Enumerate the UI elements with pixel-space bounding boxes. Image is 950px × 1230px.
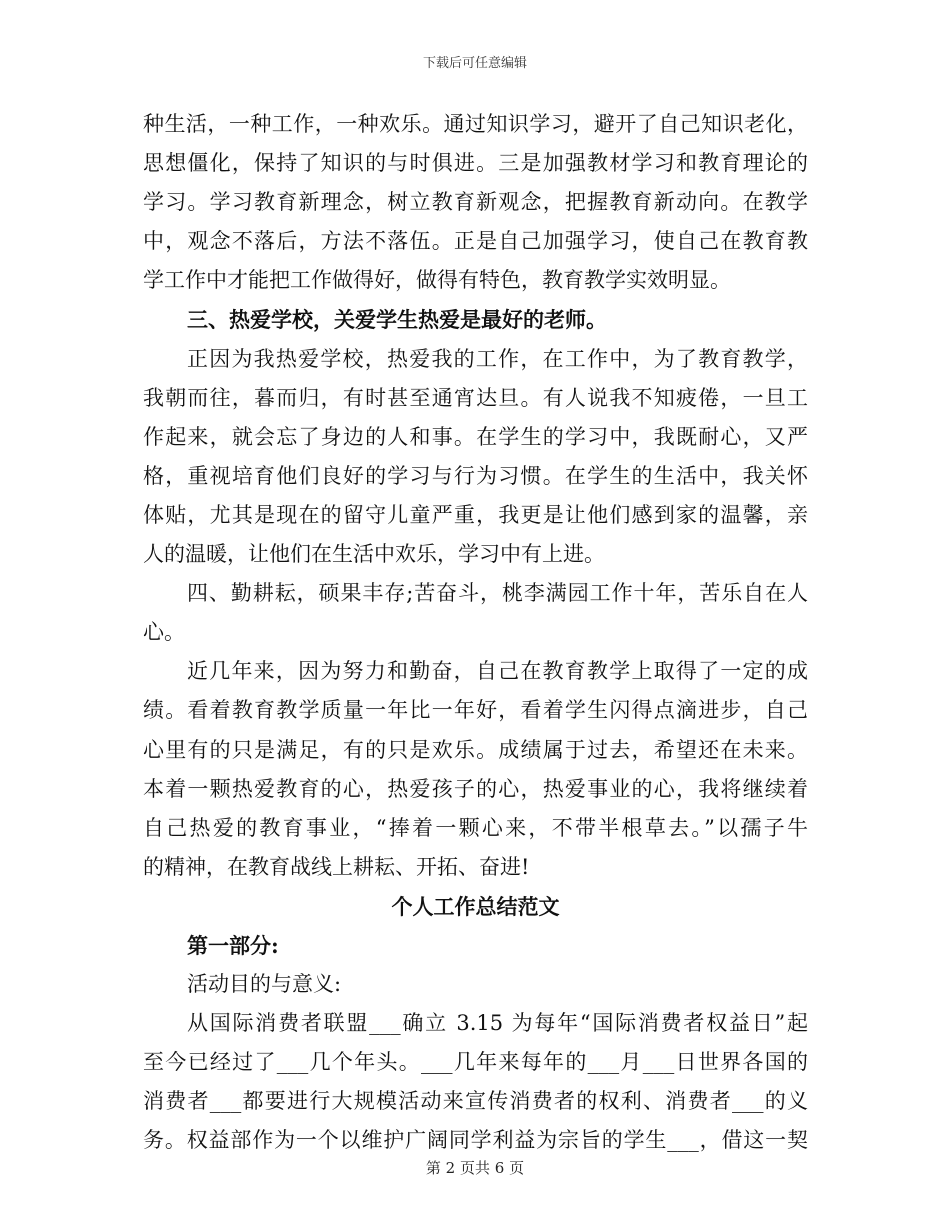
body-line: 作起来，就会忘了身边的人和事。在学生的学习中，我既耐心，又严	[143, 424, 808, 449]
body-line: 绩。看着教育教学质量一年比一年好，看着学生闪得点滴进步，自己	[143, 698, 808, 723]
body-line: 的精神，在教育战线上耕耘、开拓、奋进!	[143, 854, 530, 879]
body-line: 近几年来，因为努力和勤奋，自己在教育教学上取得了一定的成	[187, 659, 808, 684]
body-line: 学习。学习教育新理念，树立教育新观念，把握教育新动向。在教学	[143, 190, 808, 215]
body-line: 学工作中才能把工作做得好，做得有特色，教育教学实效明显。	[143, 268, 731, 293]
body-line: 思想僵化，保持了知识的与时俱进。三是加强教材学习和教育理论的	[143, 151, 808, 176]
body-line: 从国际消费者联盟___确立 3.15 为每年“国际消费者权益日”起	[187, 1011, 808, 1036]
document-body	[143, 105, 808, 1161]
section-heading: 四、勤耕耘，硕果丰存;苦奋斗，桃李满园工作十年，苦乐自在人	[187, 581, 808, 606]
body-line: 务。权益部作为一个以维护广阔同学利益为宗旨的学生___，借这一契	[143, 1128, 808, 1153]
body-line: 我朝而往，暮而归，有时甚至通宵达旦。有人说我不知疲倦，一旦工	[143, 385, 808, 410]
body-line: 体贴，尤其是现在的留守儿童严重，我更是让他们感到家的温馨，亲	[143, 502, 808, 527]
page-footer: 第 2 页共 6 页	[425, 1159, 525, 1177]
document-title: 个人工作总结范文	[391, 893, 560, 919]
part-heading: 第一部分:	[187, 932, 279, 958]
body-line: 格，重视培育他们良好的学习与行为习惯。在学生的生活中，我关怀	[143, 463, 808, 488]
body-line: 自己热爱的教育事业，“捧着一颗心来，不带半根草去。”以孺子牛	[143, 815, 808, 840]
body-line: 消费者___都要进行大规模活动来宣传消费者的权利、消费者___的义	[143, 1089, 808, 1114]
body-line: 心。	[143, 620, 185, 645]
body-line: 正因为我热爱学校，热爱我的工作，在工作中，为了教育教学，	[187, 346, 808, 371]
body-line: 至今已经过了___几个年头。___几年来每年的___月___日世界各国的	[143, 1050, 808, 1075]
body-line: 本着一颗热爱教育的心，热爱孩子的心，热爱事业的心，我将继续着	[143, 776, 808, 801]
body-line: 人的温暖，让他们在生活中欢乐，学习中有上进。	[143, 542, 605, 567]
body-line: 中，观念不落后，方法不落伍。正是自己加强学习，使自己在教育教	[143, 229, 808, 254]
body-line: 种生活，一种工作，一种欢乐。通过知识学习，避开了自己知识老化，	[143, 112, 808, 136]
page-header: 下载后可任意编辑	[422, 56, 527, 71]
body-line: 心里有的只是满足，有的只是欢乐。成绩属于过去，希望还在未来。	[143, 737, 808, 762]
section-heading: 三、热爱学校，关爱学生热爱是最好的老师。	[187, 307, 607, 333]
subheading: 活动目的与意义:	[187, 972, 342, 997]
